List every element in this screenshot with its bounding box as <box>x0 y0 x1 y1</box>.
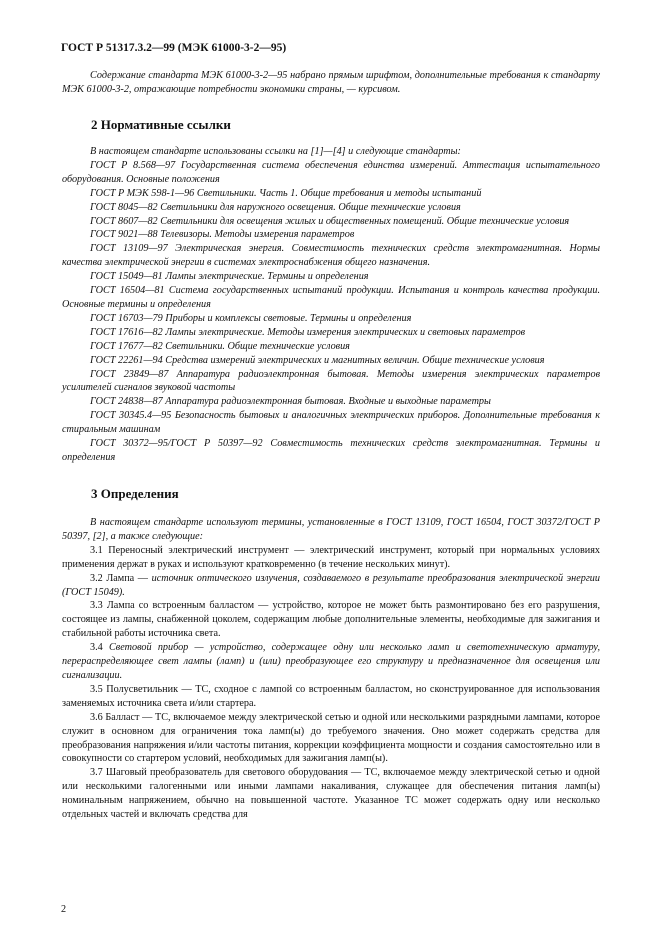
intro-note <box>62 69 600 97</box>
section-3-lead: В настоящем стандарте используют термины, установленные в ГОСТ 13109, ГОСТ 16504, ГОСТ 30372/ГОСТ Р 50397, [2], а также следующие: <box>62 517 600 542</box>
definition-3-1: 3.1 Переносный электрический инструмент — электрический инструмент, который при нормальных условиях применения держат в руках и используют кратковременно (в течение нескольких минут). <box>62 544 600 570</box>
ref-item: ГОСТ 9021—88 Телевизоры. Методы измерения параметров <box>90 229 355 241</box>
definition-3-6: 3.6 Балласт — ТС, включаемое между электрической сетью и одной или несколькими разрядными лампами, которое служит в основном для ограничения тока ламп(ы) до требуемого значения. Оно может содержать средства для преобразования напряжения и/или частоты питания, коррекции коэффициента мощности и создания самостоятельно или в совокупности со стартером условий, необходимых для зажигания ламп(ы). <box>62 711 600 765</box>
ref-item: ГОСТ 8607—82 Светильники для освещения жилых и общественных помещений. Общие технические условия <box>90 215 570 227</box>
ref-item: ГОСТ 23849—87 Аппаратура радиоэлектронная бытовая. Методы измерения электрических параметров усилителей сигналов звуковой частоты <box>62 368 600 394</box>
definition-3-2-text: источник оптического излучения, создаваемого в результате преобразования электрической энергии (ГОСТ 15049). <box>62 572 600 598</box>
page-number: 2 <box>61 904 67 915</box>
ref-item: ГОСТ 13109—97 Электрическая энергия. Совместимость технических средств электромагнитная. Нормы качества электрической энергии в системах электроснабжения общего назначения. <box>62 243 600 269</box>
definition-3-5: 3.5 Полусветильник — ТС, сходное с лампой со встроенным балластом, но сконструированное для использования заменяемых источника света и/или стартера. <box>62 683 600 709</box>
definition-3-2 <box>62 572 600 600</box>
ref-item: ГОСТ 22261—94 Средства измерений электрических и магнитных величин. Общие технические условия <box>90 354 545 366</box>
definition-3-4 <box>62 641 600 683</box>
ref-item: ГОСТ 30372—95/ГОСТ Р 50397—92 Совместимость технических средств электромагнитная. Термины и определения <box>62 438 600 463</box>
section-2-body <box>62 145 600 465</box>
intro-paragraph: Содержание стандарта МЭК 61000-3-2—95 набрано прямым шрифтом, дополнительные требования к стандарту МЭК 61000-3-2, отражающие потребности экономики страны, — курсивом. <box>62 70 600 95</box>
ref-item: ГОСТ 8045—82 Светильники для наружного освещения. Общие технические условия <box>90 201 461 213</box>
ref-item: ГОСТ 17677—82 Светильники. Общие технические условия <box>90 340 350 352</box>
ref-item: ГОСТ 30345.4—95 Безопасность бытовых и аналогичных электрических приборов. Дополнительные требования к стиральным машинам <box>62 410 600 436</box>
ref-item: ГОСТ 15049—81 Лампы электрические. Термины и определения <box>90 271 369 283</box>
ref-item: ГОСТ Р 8.568—97 Государственная система обеспечения единства измерений. Аттестация испытательного оборудования. Основные положения <box>62 159 600 185</box>
ref-item: ГОСТ 16703—79 Приборы и комплексы световые. Термины и определения <box>90 312 412 324</box>
document-header: ГОСТ Р 51317.3.2—99 (МЭК 61000-3-2—95) <box>61 42 287 54</box>
section-2-title: 2 Нормативные ссылки <box>91 117 231 132</box>
section-3-body <box>62 516 600 822</box>
ref-item: ГОСТ 24838—87 Аппаратура радиоэлектронная бытовая. Входные и выходные параметры <box>90 396 491 408</box>
definition-3-3: 3.3 Лампа со встроенным балластом — устройство, которое не может быть размонтировано без его разрушения, состоящее из лампы, снабженной цоколем, содержащим любые дополнительные элементы, необходимые для зажигания и стабильной работы источника света. <box>62 600 600 640</box>
section-3-title: 3 Определения <box>91 486 179 501</box>
ref-item: ГОСТ 17616—82 Лампы электрические. Методы измерения электрических и световых параметров <box>90 326 526 338</box>
section-2-lead: В настоящем стандарте использованы ссылки на [1]—[4] и следующие стандарты: <box>90 146 461 157</box>
ref-item: ГОСТ 16504—81 Система государственных испытаний продукции. Испытания и контроль качества продукции. Основные термины и определения <box>62 285 600 310</box>
ref-item: ГОСТ Р МЭК 598-1—96 Светильники. Часть 1. Общие требования и методы испытаний <box>90 187 482 199</box>
definition-3-7: 3.7 Шаговый преобразователь для светового оборудования — ТС, включаемое между электрической сетью и одной или несколькими галогенными или иными лампами накаливания, служащее для обеспечения питания ламп(ы) номинальным напряжением, обычно на повышенной частоте. Указанное ТС может содержать одну или несколько отдельных частей и включать средства для <box>62 767 600 821</box>
definition-3-4-number: 3.4 <box>90 642 110 654</box>
definition-3-2-term: 3.2 Лампа — <box>90 572 152 584</box>
definition-3-4-text: Световой прибор — устройство, содержащее одну или несколько ламп и светотехническую арматуру, перераспределяющее свет лампы (ламп) и (или) преобразующее его структуру и предназначенное для освещения или сигнализации. <box>62 642 600 681</box>
